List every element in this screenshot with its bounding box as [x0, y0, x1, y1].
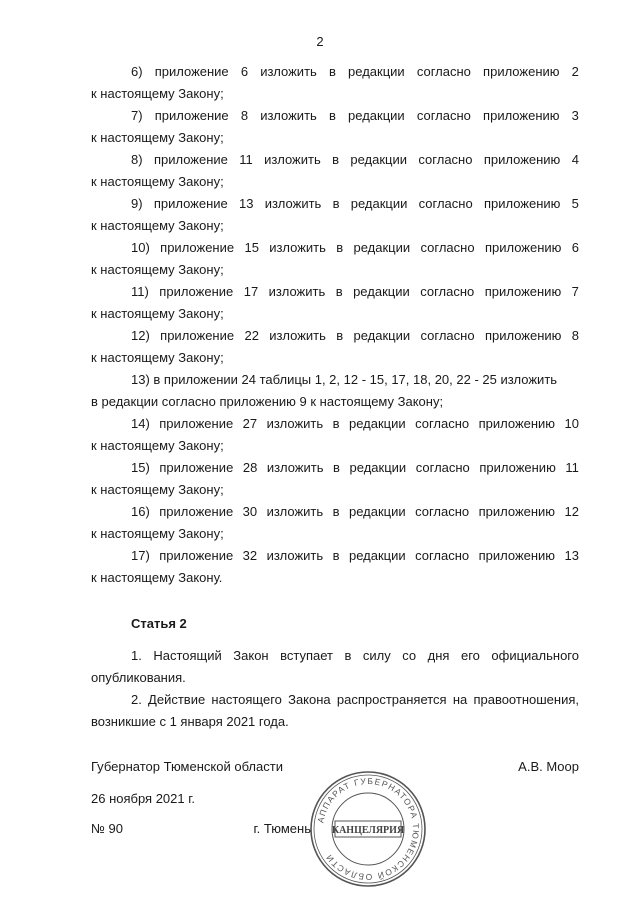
item-word: согласно	[416, 64, 471, 79]
item-word: 7	[571, 284, 579, 299]
item-word: 2	[571, 64, 579, 79]
item-continuation: к настоящему Закону;	[91, 526, 224, 541]
item-word: 8	[571, 328, 579, 343]
item-word: приложению	[483, 152, 561, 167]
item-continuation: к настоящему Закону;	[91, 130, 224, 145]
item-word: редакции	[353, 240, 411, 255]
item-word: изложить	[266, 504, 324, 519]
item-first-line	[91, 193, 579, 215]
item-word: в	[336, 240, 344, 255]
item-word: 16)	[131, 504, 150, 519]
item-word: 30	[242, 504, 258, 519]
item-word: редакции	[350, 196, 408, 211]
item-continuation: к настоящему Закону;	[91, 306, 224, 321]
item-word: приложению	[483, 64, 560, 79]
item-word: приложение	[160, 328, 235, 343]
item-word: приложению	[484, 284, 562, 299]
item-continuation: к настоящему Закону;	[91, 482, 224, 497]
item-word: согласно	[420, 328, 475, 343]
item-word: 8	[240, 108, 249, 123]
item-word: 12)	[131, 328, 150, 343]
official-stamp	[309, 770, 427, 888]
item-word: в	[332, 152, 339, 167]
item-word: 9)	[131, 196, 143, 211]
list-item	[91, 369, 579, 413]
signing-date: 26 ноября 2021 г.	[91, 791, 195, 806]
item-word: 22	[244, 328, 259, 343]
article-paragraph-2: 2. Действие настоящего Закона распространяется на правоотношения, возникшие с 1 января 2021 года.	[91, 692, 579, 729]
item-word: 3	[571, 108, 579, 123]
list-item	[91, 325, 579, 369]
item-word: приложению	[478, 504, 556, 519]
item-word: изложить	[269, 328, 326, 343]
item-word: согласно	[415, 548, 470, 563]
item-first-line	[91, 501, 579, 523]
item-continuation: к настоящему Закону.	[91, 570, 223, 585]
item-first-line	[91, 545, 579, 567]
item-word: приложение	[159, 548, 234, 563]
list-item	[91, 413, 579, 457]
item-word: 10)	[131, 240, 150, 255]
item-word: 32	[242, 548, 258, 563]
item-word: согласно	[416, 108, 471, 123]
item-word: редакции	[349, 460, 407, 475]
list-item	[91, 105, 579, 149]
item-word: редакции	[348, 416, 406, 431]
item-continuation: к настоящему Закону;	[91, 174, 224, 189]
item-word: приложение	[160, 240, 235, 255]
item-word: редакции	[350, 152, 408, 167]
item-word: приложение	[159, 416, 234, 431]
item-first-line	[91, 457, 579, 479]
stamp-center-text: КАНЦЕЛЯРИЯ	[331, 825, 405, 836]
item-word: 15	[244, 240, 259, 255]
list-item	[91, 149, 579, 193]
article-paragraph-1: 1. Настоящий Закон вступает в силу со дня его официального опубликования.	[91, 648, 579, 685]
item-word: согласно	[415, 460, 470, 475]
item-word: приложение	[159, 460, 234, 475]
item-word: приложению	[479, 460, 556, 475]
item-word: 11	[239, 152, 253, 167]
item-word: согласно	[415, 416, 470, 431]
list-item	[91, 61, 579, 105]
item-word: 4	[571, 152, 579, 167]
item-word: в	[328, 64, 336, 79]
city: г. Тюмень	[253, 821, 311, 836]
list-item	[91, 457, 579, 501]
item-first-line	[91, 149, 579, 171]
item-word: 27	[242, 416, 258, 431]
item-word: 13	[564, 548, 579, 563]
stamp-ring-text: АППАРАТ ГУБЕРНАТОРА ТЮМЕНСКОЙ ОБЛАСТИ	[315, 775, 422, 883]
item-word: согласно	[418, 196, 473, 211]
item-word: изложить	[266, 460, 324, 475]
list-item	[91, 545, 579, 589]
item-continuation: к настоящему Закону;	[91, 218, 224, 233]
item-word: изложить	[264, 152, 321, 167]
item-word: согласно	[420, 240, 475, 255]
item-continuation: в редакции согласно приложению 9 к настоящему Закону;	[91, 394, 444, 409]
list-item	[91, 237, 579, 281]
list-item	[91, 281, 579, 325]
governor-title: Губернатор Тюменской области	[91, 759, 283, 774]
item-word: 17	[243, 284, 259, 299]
law-number-row	[91, 821, 311, 836]
item-word: редакции	[348, 504, 406, 519]
item-continuation: к настоящему Закону;	[91, 262, 224, 277]
item-word: приложение	[153, 196, 228, 211]
item-word: изложить	[260, 108, 317, 123]
item-word: изложить	[269, 240, 326, 255]
item-word: приложению	[483, 196, 561, 211]
item-word: 8)	[131, 152, 143, 167]
item-word: редакции	[348, 108, 405, 123]
item-word: приложению	[484, 240, 562, 255]
item-word: 6	[240, 64, 249, 79]
item-word: 6)	[131, 64, 143, 79]
item-word: приложению	[484, 328, 562, 343]
item-word: 17)	[131, 548, 150, 563]
item-word: в	[336, 328, 344, 343]
item-word: 28	[242, 460, 258, 475]
item-word: в	[335, 284, 343, 299]
page-number: 2	[316, 34, 324, 49]
item-word: 12	[564, 504, 579, 519]
item-word: 10	[564, 416, 579, 431]
item-word: 11	[565, 460, 579, 475]
item-word: изложить	[266, 548, 324, 563]
list-item	[91, 501, 579, 545]
item-word: 13	[239, 196, 254, 211]
item-word: приложение	[154, 108, 229, 123]
item-word: изложить	[260, 64, 317, 79]
item-word: в	[332, 548, 340, 563]
list-item	[91, 193, 579, 237]
item-word: в	[328, 108, 336, 123]
item-word: изложить	[266, 416, 324, 431]
item-word: приложение	[154, 64, 229, 79]
item-word: приложению	[483, 108, 560, 123]
item-first-line	[91, 325, 579, 347]
item-word: в	[332, 504, 340, 519]
item-word: 7)	[131, 108, 143, 123]
item-first-line	[91, 105, 579, 127]
item-word: редакции	[348, 548, 406, 563]
item-continuation: к настоящему Закону;	[91, 86, 224, 101]
item-first-line	[91, 61, 579, 83]
item-first-line	[91, 237, 579, 259]
item-word: 11)	[131, 284, 149, 299]
item-word: приложение	[159, 284, 234, 299]
item-word: редакции	[353, 328, 411, 343]
item-word: приложение	[159, 504, 234, 519]
item-word: редакции	[353, 284, 410, 299]
item-word: в	[332, 196, 340, 211]
item-word: в	[333, 460, 340, 475]
item-word: согласно	[415, 504, 470, 519]
item-word: 15)	[131, 460, 150, 475]
item-word: изложить	[264, 196, 322, 211]
item-word: изложить	[268, 284, 326, 299]
item-word: 14)	[131, 416, 150, 431]
item-word: 5	[571, 196, 579, 211]
amendment-list	[91, 61, 579, 589]
item-continuation: к настоящему Закону;	[91, 438, 224, 453]
item-word: приложение	[153, 152, 228, 167]
item-continuation: к настоящему Закону;	[91, 350, 224, 365]
law-number: № 90	[91, 821, 124, 836]
item-word: согласно	[418, 152, 473, 167]
article-title: Статья 2	[131, 616, 187, 631]
item-word: согласно	[420, 284, 475, 299]
item-word: редакции	[348, 64, 405, 79]
item-first-line	[91, 413, 579, 435]
item-first-line	[91, 281, 579, 303]
item-word: приложению	[478, 548, 556, 563]
governor-name: А.В. Моор	[518, 759, 579, 774]
item-word: 6	[571, 240, 579, 255]
item-word: приложению	[478, 416, 556, 431]
article-2	[91, 613, 579, 733]
item-first-line: 13) в приложении 24 таблицы 1, 2, 12 - 15, 17, 18, 20, 22 - 25 изложить	[131, 372, 558, 387]
item-word: в	[332, 416, 340, 431]
